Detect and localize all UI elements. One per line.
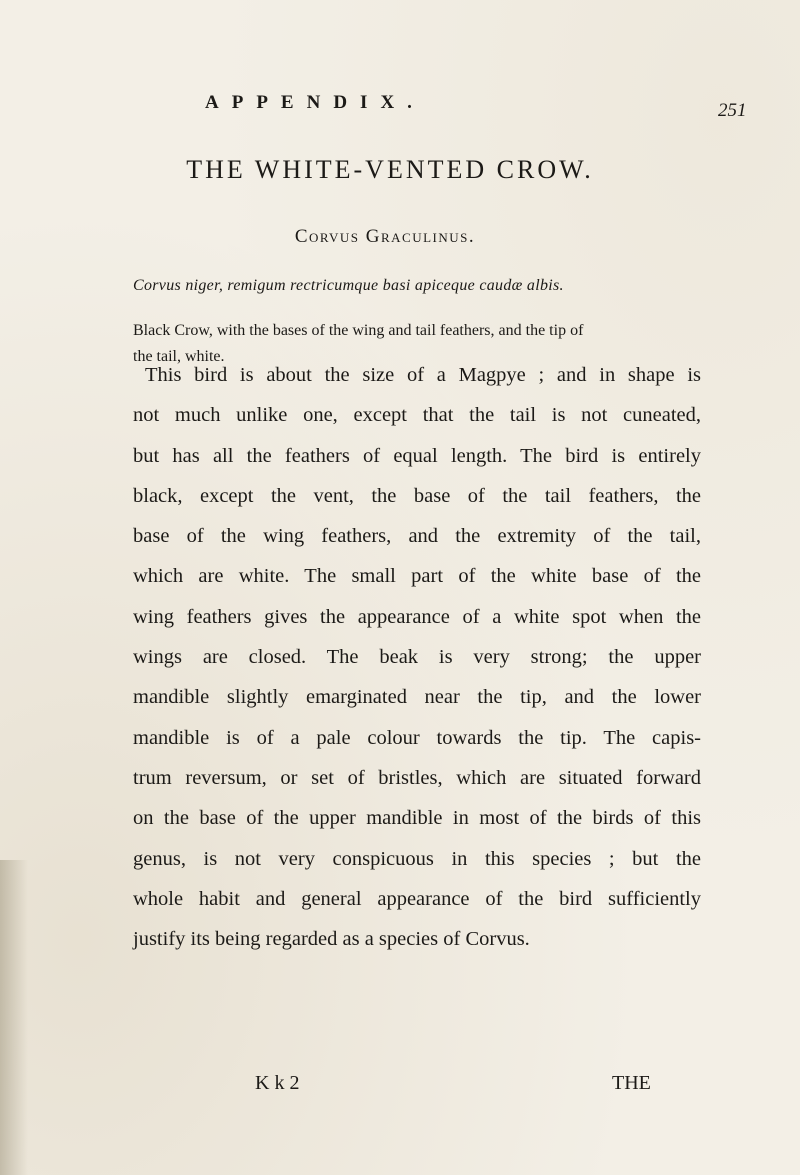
article-title: THE WHITE-VENTED CROW. [186,155,594,184]
body-paragraph [133,355,701,959]
body-line: trum reversum, or set of bristles, which are situated forward [133,766,701,789]
body-line: genus, is not very conspicuous in this species ; but the [133,847,701,870]
latin-description: Corvus niger, remigum rectricumque basi apiceque caudæ albis. [133,277,564,294]
body-line: not much unlike one, except that the tail is not cuneated, [133,404,701,427]
body-line: on the base of the upper mandible in most of the birds of this [133,807,701,830]
page-number: 251 [718,100,747,121]
signature-mark: K k 2 [255,1072,300,1094]
body-line: mandible is of a pale colour towards the tip. The capis- [133,726,701,749]
body-line: wing feathers gives the appearance of a white spot when the [133,605,701,628]
english-description-line: the tail, white. [133,348,225,365]
species-name: Corvus Graculinus. [294,226,476,247]
page-edge-shadow [0,860,28,1175]
body-line: This bird is about the size of a Magpye ; and in shape is [145,364,701,386]
body-line: wings are closed. The beak is very strong; the upper [133,646,701,669]
body-line: which are white. The small part of the white base of the [133,565,701,588]
body-line: base of the wing feathers, and the extremity of the tail, [133,525,701,548]
body-line: mandible slightly emarginated near the tip, and the lower [133,686,701,709]
catchword: THE [612,1072,651,1094]
body-line: but has all the feathers of equal length. The bird is entirely [133,444,701,467]
english-description-line: Black Crow, with the bases of the wing and tail feathers, and the tip of [133,322,584,339]
body-line: whole habit and general appearance of the bird sufficiently [133,887,701,910]
body-line: black, except the vent, the base of the tail feathers, the [133,484,701,507]
running-head: APPENDIX. [205,92,425,113]
body-line: justify its being regarded as a species of Corvus. [133,928,530,951]
